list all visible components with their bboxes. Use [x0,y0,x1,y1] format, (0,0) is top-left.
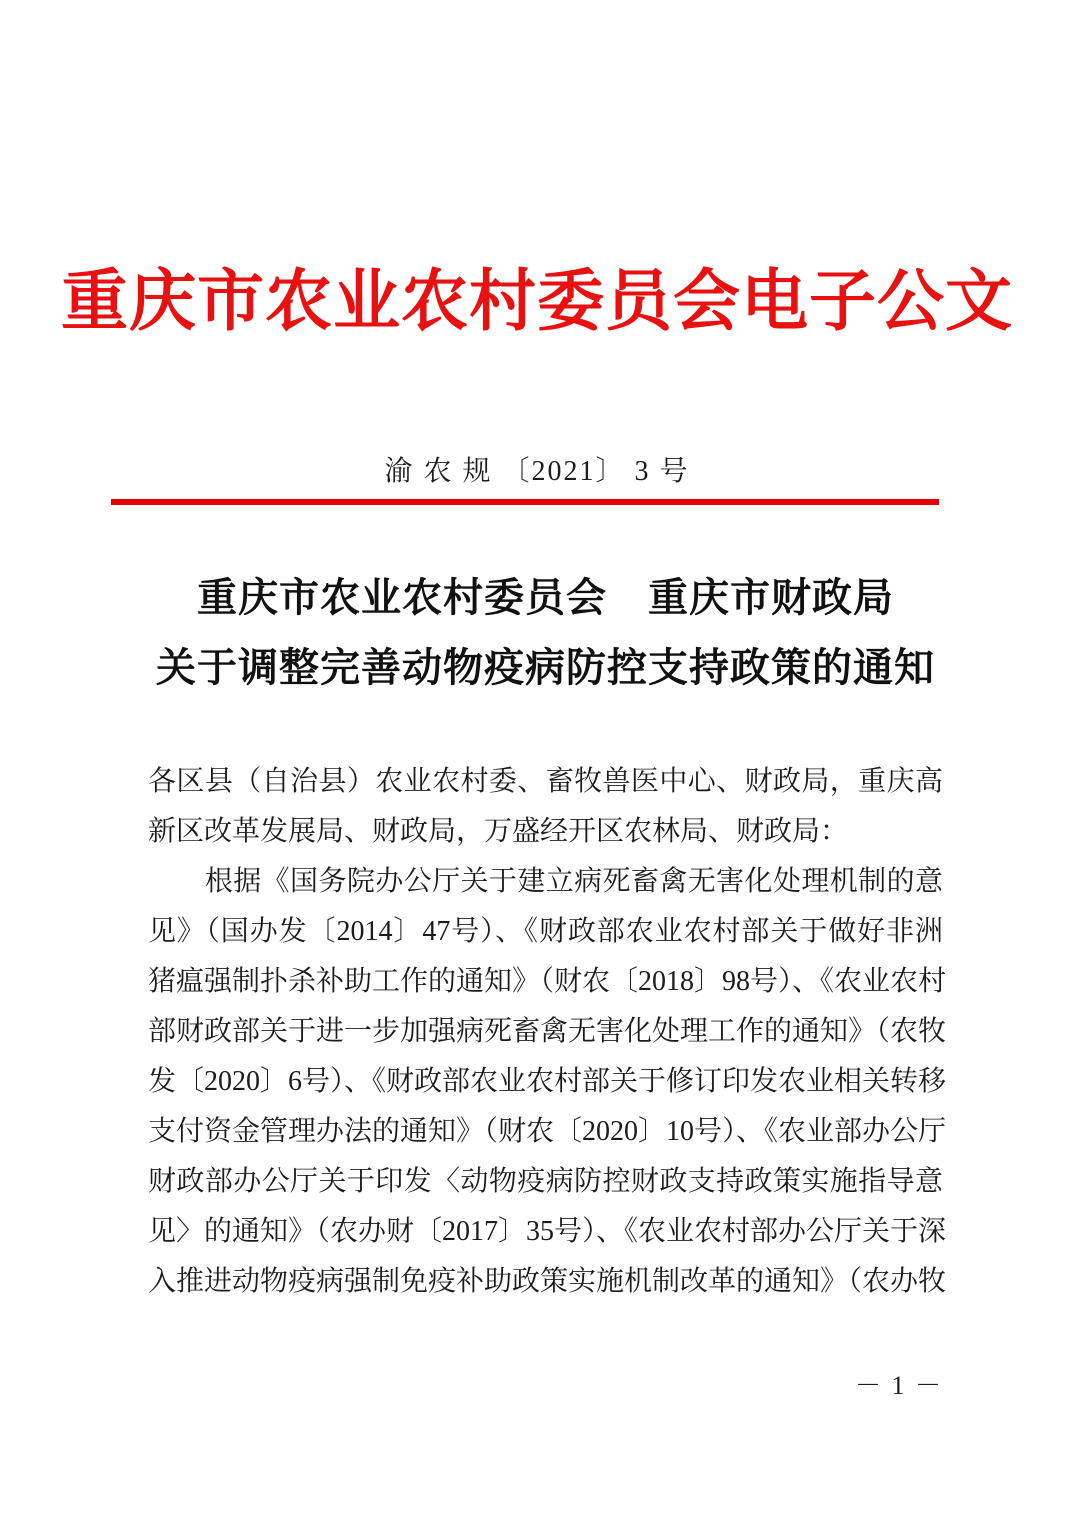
doc-title-line2: 关于调整完善动物疫病防控支持政策的通知 [156,645,935,690]
body-line: 部财政部关于进一步加强病死畜禽无害化处理工作的通知》（农牧 [148,1016,947,1047]
page-number: － 1 － [854,1371,943,1400]
body-line: 发〔2020〕6号）、《财政部农业农村部关于修订印发农业相关转移 [148,1066,947,1097]
letterhead-title: 重庆市农业农村委员会电子公文 [61,265,1013,339]
body-text [148,757,947,1307]
body-line: 见》（国办发〔2014〕47号）、《财政部农业农村部关于做好非洲 [148,916,943,947]
body-line: 见〉的通知》（农办财〔2017〕35号）、《农业农村部办公厅关于深 [148,1216,947,1247]
doc-title-line1: 重庆市农业农村委员会 重庆市财政局 [197,575,894,620]
red-divider-line [111,499,939,505]
body-line: 各区县（自治县）农业农村委、畜牧兽医中心、财政局，重庆高 [148,766,943,797]
body-line: 财政部办公厅关于印发〈动物疫病防控财政支持政策实施指导意 [148,1166,943,1197]
doc-number: 渝 农 规 〔2021〕 3 号 [384,456,690,487]
body-line: 新区改革发展局、财政局，万盛经开区农林局、财政局： [148,816,849,847]
body-line: 猪瘟强制扑杀补助工作的通知》（财农〔2018〕98号）、《农业农村 [148,966,947,997]
body-line: 根据《国务院办公厅关于建立病死畜禽无害化处理机制的意 [148,866,943,897]
body-line: 支付资金管理办法的通知》（财农〔2020〕10号）、《农业部办公厅 [148,1116,947,1147]
body-line: 入推进动物疫病强制免疫补助政策实施机制改革的通知》（农办牧 [148,1266,947,1297]
